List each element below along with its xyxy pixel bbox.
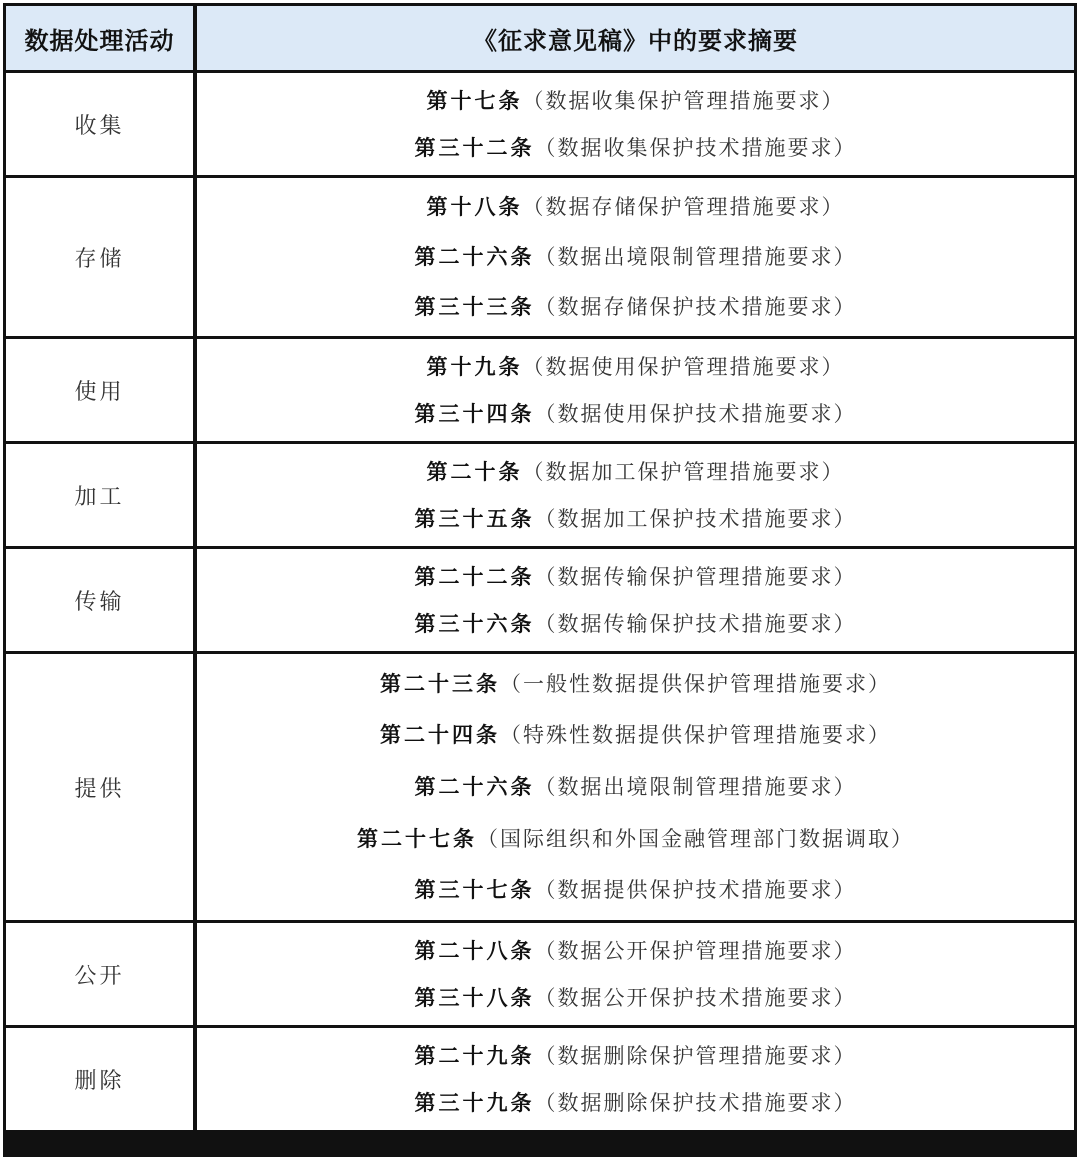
article-description: （国际组织和外国金融管理部门数据调取） [477, 826, 914, 851]
article-description: （数据加工保护管理措施要求） [522, 459, 845, 484]
requirement-item [380, 722, 891, 748]
article-description: （数据存储保护技术措施要求） [534, 295, 857, 319]
requirement-item [427, 459, 845, 485]
summary-cell [197, 654, 1074, 920]
article-description: （数据出境限制管理措施要求） [534, 774, 857, 799]
article-number: 第二十条 [426, 459, 523, 484]
article-number: 第三十四条 [414, 401, 535, 426]
requirement-item [415, 294, 857, 320]
activity-cell: 收集 [6, 73, 193, 175]
article-description: （数据删除保护技术措施要求） [534, 1090, 857, 1115]
header-activity: 数据处理活动 [6, 6, 193, 70]
summary-cell [197, 1028, 1074, 1130]
article-number: 第三十八条 [414, 985, 535, 1010]
requirement-item [427, 354, 845, 380]
article-number: 第三十三条 [414, 295, 535, 319]
article-number: 第十七条 [426, 88, 523, 113]
summary-cell [197, 73, 1074, 175]
requirement-item [415, 401, 857, 427]
article-number: 第三十九条 [414, 1090, 535, 1115]
summary-cell [197, 549, 1074, 651]
table-grid [6, 6, 1074, 1154]
article-description: （数据使用保护管理措施要求） [522, 354, 845, 379]
summary-cell [197, 923, 1074, 1025]
article-description: （数据提供保护技术措施要求） [534, 878, 857, 903]
article-description: （数据存储保护管理措施要求） [522, 195, 845, 219]
requirement-item [415, 506, 857, 532]
article-description: （数据收集保护技术措施要求） [534, 135, 857, 160]
summary-cell [197, 339, 1074, 441]
article-description: （数据出境限制管理措施要求） [534, 245, 857, 269]
activity-cell: 公开 [6, 923, 193, 1025]
requirement-item [357, 826, 914, 852]
requirement-item [415, 1090, 857, 1116]
requirement-item [427, 88, 845, 114]
article-description: （一般性数据提供保护管理措施要求） [500, 671, 891, 696]
article-number: 第二十七条 [357, 826, 477, 851]
requirement-item [415, 564, 857, 590]
article-description: （数据公开保护管理措施要求） [534, 938, 857, 963]
article-number: 第二十九条 [414, 1043, 535, 1068]
article-description: （数据传输保护技术措施要求） [534, 611, 857, 636]
summary-cell [197, 444, 1074, 546]
article-number: 第二十八条 [414, 938, 535, 963]
requirements-table [3, 3, 1077, 1157]
article-number: 第十九条 [426, 354, 523, 379]
requirement-item [415, 985, 857, 1011]
article-description: （数据加工保护技术措施要求） [534, 506, 857, 531]
summary-cell [197, 178, 1074, 336]
requirement-item [415, 938, 857, 964]
activity-cell: 使用 [6, 339, 193, 441]
article-number: 第二十四条 [380, 723, 500, 748]
requirement-item [415, 774, 857, 800]
article-number: 第二十六条 [414, 774, 535, 799]
article-number: 第三十七条 [414, 878, 535, 903]
article-description: （数据传输保护管理措施要求） [534, 564, 857, 589]
article-number: 第二十二条 [414, 564, 535, 589]
article-number: 第二十三条 [380, 671, 500, 696]
activity-cell: 删除 [6, 1028, 193, 1130]
requirement-item [415, 244, 857, 270]
article-description: （数据删除保护管理措施要求） [534, 1043, 857, 1068]
activity-cell: 提供 [6, 654, 193, 920]
article-number: 第三十五条 [414, 506, 535, 531]
article-number: 第三十六条 [414, 611, 535, 636]
header-summary: 《征求意见稿》中的要求摘要 [197, 6, 1074, 70]
requirement-item [415, 1043, 857, 1069]
requirement-item [415, 135, 857, 161]
requirement-item [380, 671, 891, 697]
requirement-item [415, 877, 857, 903]
article-description: （数据公开保护技术措施要求） [534, 985, 857, 1010]
article-number: 第三十二条 [414, 135, 535, 160]
article-description: （数据使用保护技术措施要求） [534, 401, 857, 426]
activity-cell: 加工 [6, 444, 193, 546]
article-number: 第二十六条 [414, 245, 535, 269]
activity-cell: 存储 [6, 178, 193, 336]
article-number: 第十八条 [426, 195, 523, 219]
activity-cell: 传输 [6, 549, 193, 651]
article-description: （数据收集保护管理措施要求） [522, 88, 845, 113]
article-description: （特殊性数据提供保护管理措施要求） [500, 723, 891, 748]
requirement-item [415, 611, 857, 637]
requirement-item [427, 194, 845, 220]
